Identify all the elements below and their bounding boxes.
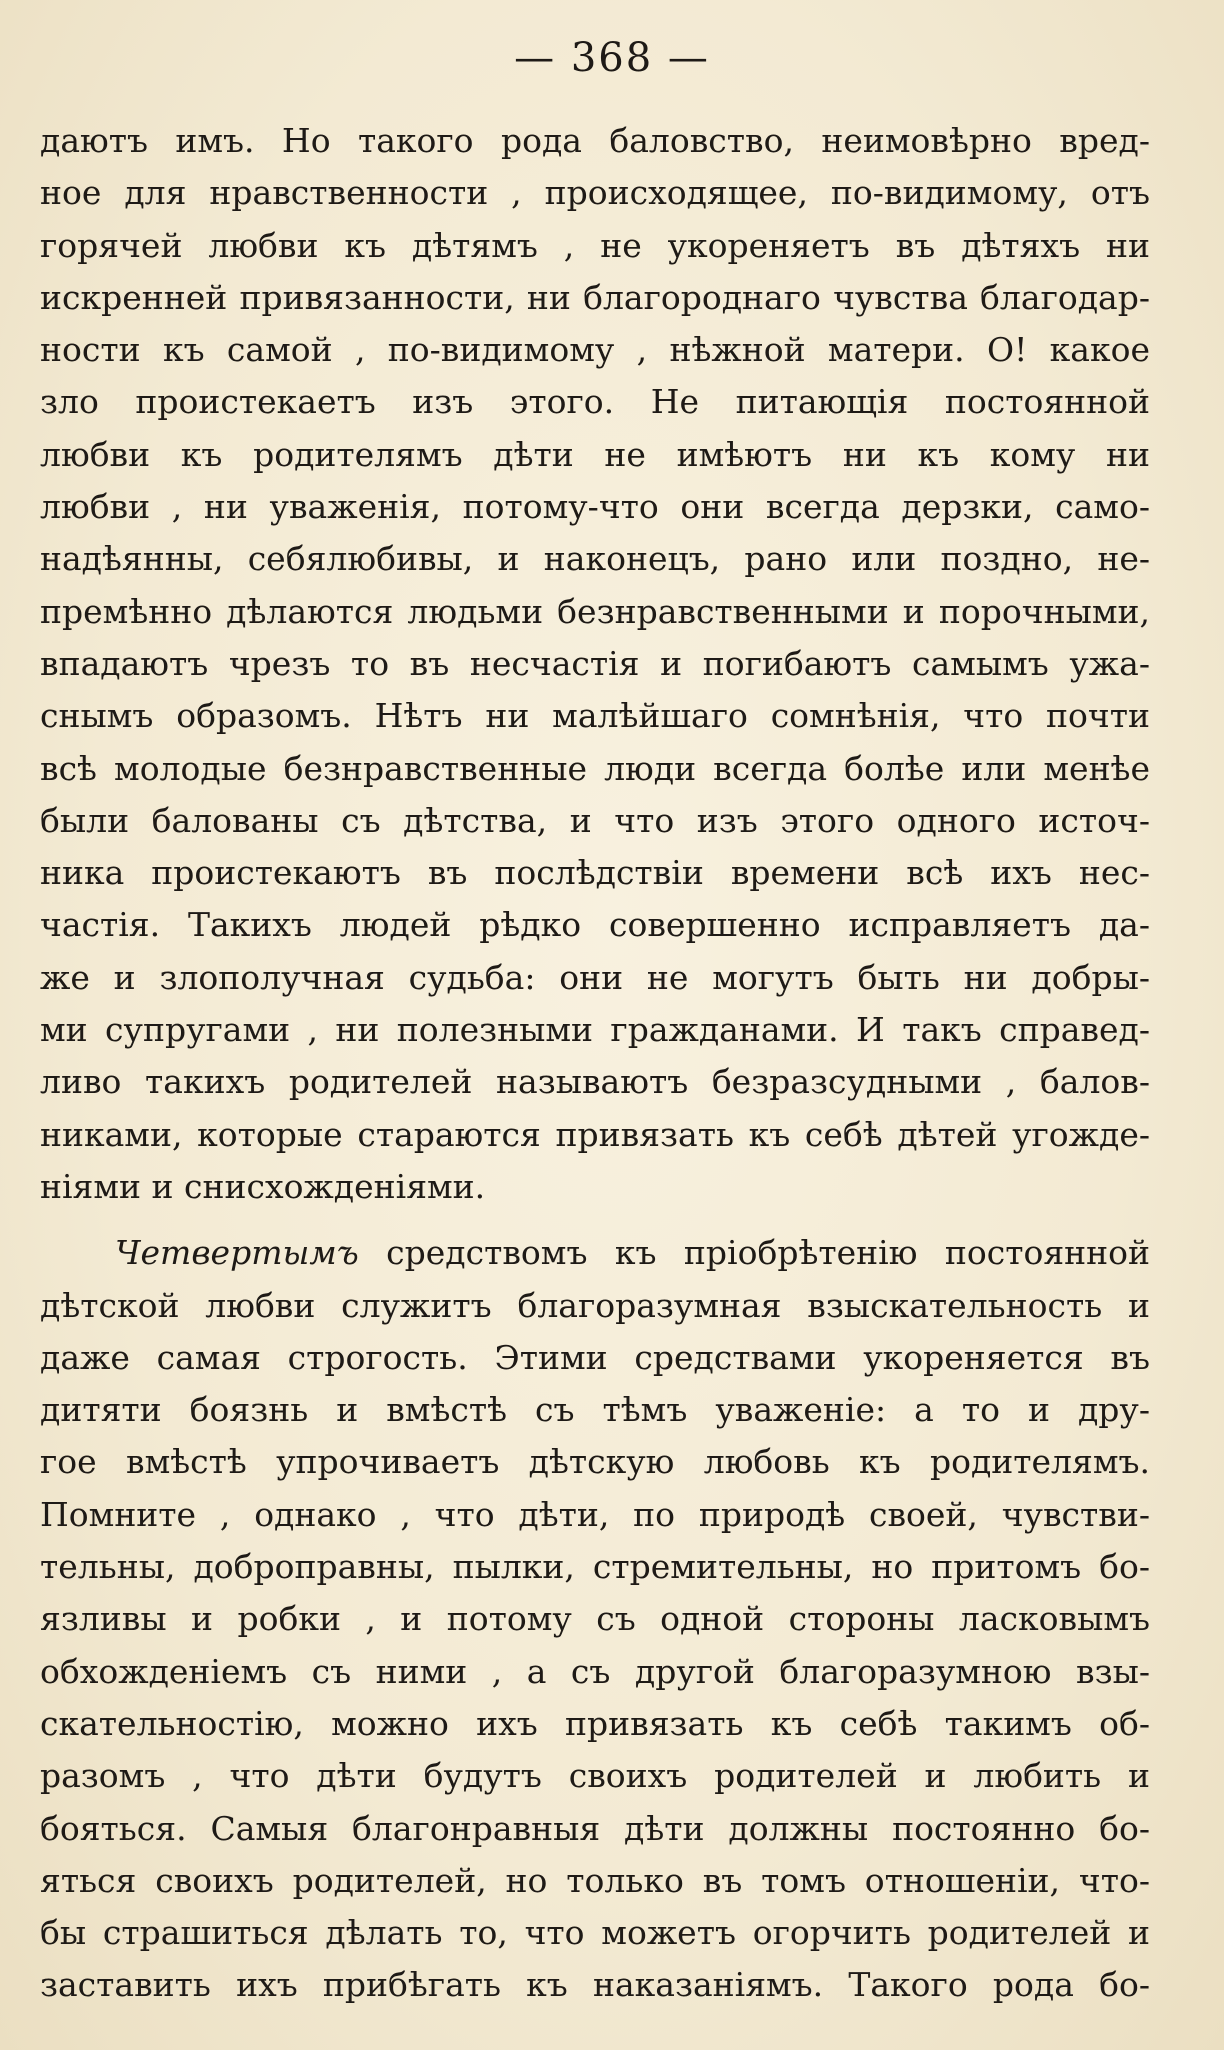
emphasized-word: Четвертымъ — [115, 1233, 359, 1273]
paragraph-2 — [40, 1227, 1150, 2011]
text-line: ніями и снисхожденіями. — [40, 1166, 486, 1206]
text-line: бы страшиться дѣлать то, что можетъ огорчить родителей и — [40, 1913, 1150, 1953]
first-line-rest: средствомъ къ пріобрѣтенію постоянной — [358, 1233, 1150, 1273]
text-line: скательностію, можно ихъ привязать къ себѣ такимъ об- — [40, 1703, 1150, 1743]
text-line: язливы и робки , и потому съ одной стороны ласковымъ — [40, 1599, 1150, 1639]
text-line: бояться. Самыя благонравныя дѣти должны постоянно бо- — [40, 1808, 1150, 1848]
text-line: любви , ни уваженія, потому-что они всегда дерзки, само- — [40, 487, 1150, 527]
text-line: ми супругами , ни полезными гражданами. И такъ справед- — [40, 1010, 1150, 1050]
body-text — [40, 115, 1150, 2012]
text-line: заставить ихъ прибѣгать къ наказаніямъ. Такого рода бо- — [40, 1965, 1150, 2005]
text-line: ника проистекаютъ въ послѣдствіи времени всѣ ихъ нес- — [40, 853, 1150, 893]
text-line: никами, которые стараются привязать къ себѣ дѣтей угожде- — [40, 1114, 1150, 1154]
text-line: горячей любви къ дѣтямъ , не укореняетъ въ дѣтяхъ ни — [40, 225, 1150, 265]
text-line: ливо такихъ родителей называютъ безразсудными , балов- — [40, 1062, 1150, 1102]
page-number: — 368 — — [514, 35, 710, 81]
text-line: впадаютъ чрезъ то въ несчастія и погибаютъ самымъ ужа- — [40, 643, 1150, 683]
text-line: яться своихъ родителей, но только въ томъ отношеніи, что- — [40, 1860, 1150, 1900]
text-line: Помните , однако , что дѣти, по природѣ своей, чувстви- — [40, 1494, 1150, 1534]
text-line: всѣ молодые безнравственные люди всегда болѣе или менѣе — [40, 748, 1150, 788]
paragraph-gap — [40, 1213, 1150, 1227]
text-line: искренней привязанности, ни благороднаго чувства благодар- — [40, 277, 1150, 317]
text-line: же и злополучная судьба: они не могутъ быть ни добры- — [40, 957, 1150, 997]
text-line: дѣтской любви служитъ благоразумная взыскательность и — [40, 1285, 1150, 1325]
text-line: обхожденіемъ съ ними , а съ другой благоразумною взы- — [40, 1651, 1150, 1691]
text-line: даже самая строгость. Этими средствами укореняется въ — [40, 1337, 1150, 1377]
text-line: частія. Такихъ людей рѣдко совершенно исправляетъ да- — [40, 905, 1150, 945]
text-line: гое вмѣстѣ упрочиваетъ дѣтскую любовь къ родителямъ. — [40, 1442, 1150, 1482]
text-line: любви къ родителямъ дѣти не имѣютъ ни къ кому ни — [40, 434, 1150, 474]
text-line: снымъ образомъ. Нѣтъ ни малѣйшаго сомнѣнія, что почти — [40, 696, 1150, 736]
text-line: тельны, доброправны, пылки, стремительны, но притомъ бо- — [40, 1547, 1150, 1587]
text-line: дитяти боязнь и вмѣстѣ съ тѣмъ уваженіе: а то и дру- — [40, 1390, 1150, 1430]
text-line: зло проистекаетъ изъ этого. Не питающія постоянной — [40, 382, 1150, 422]
text-line: премѣнно дѣлаются людьми безнравственными и порочными, — [40, 591, 1150, 631]
text-line-first — [40, 1227, 1150, 1279]
text-line: надѣянны, себялюбивы, и наконецъ, рано или поздно, не- — [40, 539, 1150, 579]
text-line: даютъ имъ. Но такого рода баловство, неимовѣрно вред- — [40, 121, 1150, 160]
text-line: ное для нравственности , происходящее, по-видимому, отъ — [40, 173, 1150, 213]
paragraph-1 — [40, 115, 1150, 1213]
text-line: были балованы съ дѣтства, и что изъ этого одного источ- — [40, 800, 1150, 840]
text-line: ности къ самой , по-видимому , нѣжной матери. О! какое — [40, 330, 1150, 370]
text-line: разомъ , что дѣти будутъ своихъ родителей и любить и — [40, 1756, 1150, 1796]
